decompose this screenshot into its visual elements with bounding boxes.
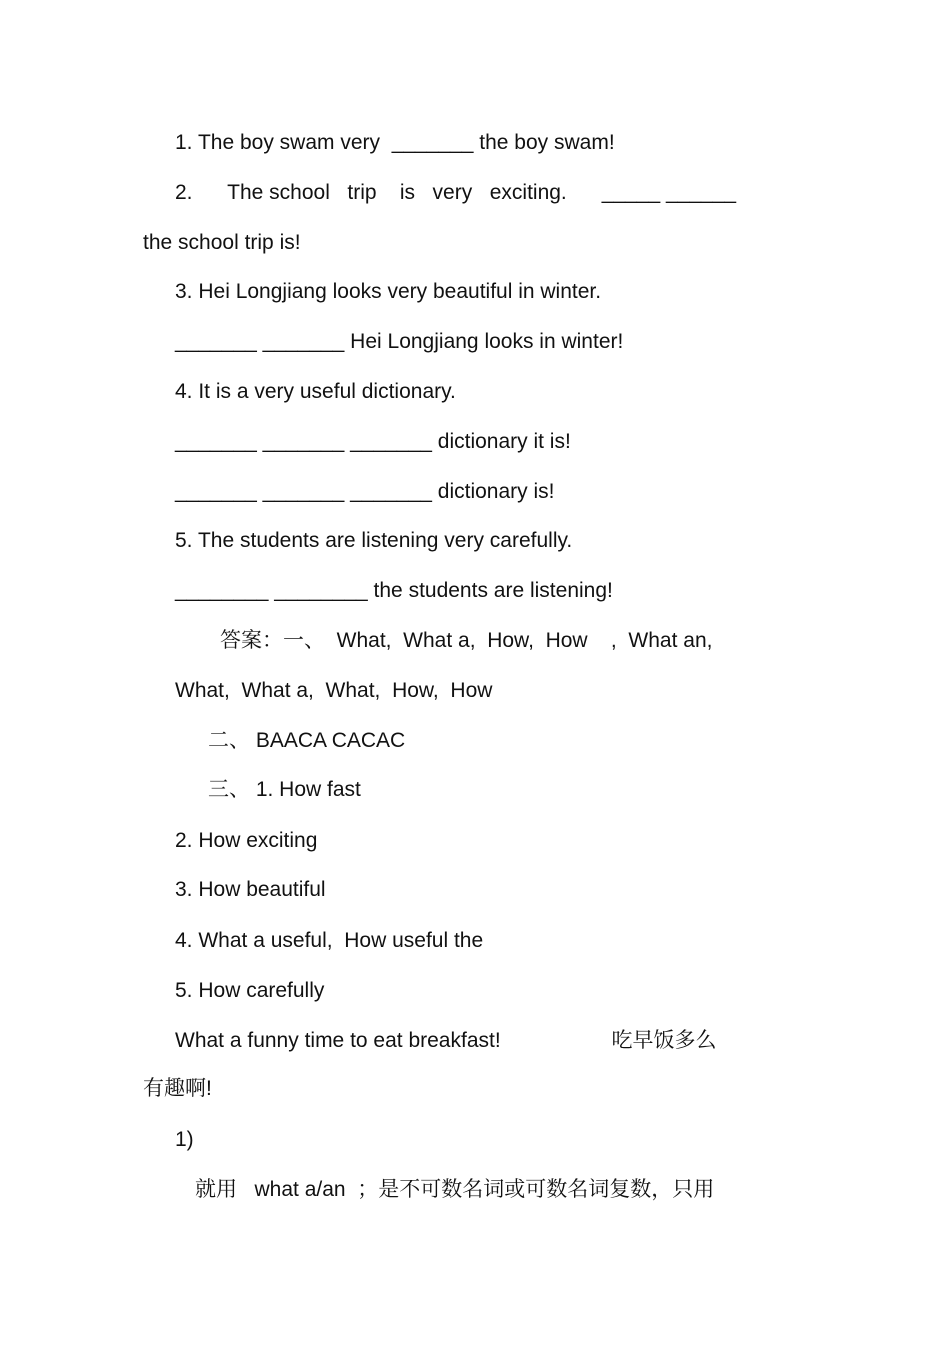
answer-3-4: 4. What a useful, How useful the: [175, 929, 484, 952]
example-sentence-cont: 有趣啊!: [143, 1077, 212, 1100]
question-1: 1. The boy swam very _______ the boy swam!: [175, 131, 615, 154]
rule-number: 1): [175, 1128, 194, 1151]
question-4: 4. It is a very useful dictionary.: [175, 380, 456, 403]
question-5: 5. The students are listening very carefully.: [175, 529, 573, 552]
example-sentence: What a funny time to eat breakfast! 吃早饭多么: [175, 1029, 717, 1052]
question-3: 3. Hei Longjiang looks very beautiful in winter.: [175, 280, 602, 303]
answer-3-3: 3. How beautiful: [175, 878, 326, 901]
answer-part-2: 二、 BAACA CACAC: [208, 729, 406, 752]
answer-part-1: 答案：一、 What, What a, How, How , What an,: [220, 629, 713, 652]
question-2: 2. The school trip is very exciting. _____ ______: [175, 181, 737, 204]
answer-part-3: 三、 1. How fast: [208, 778, 361, 801]
question-4-blank-a: _______ _______ _______ dictionary it is!: [175, 430, 571, 453]
question-2-cont: the school trip is!: [143, 231, 301, 254]
rule-text: 就用 what a/an ；是不可数名词或可数名词复数，只用: [195, 1178, 715, 1201]
question-3-blank: _______ _______ Hei Longjiang looks in winter!: [175, 330, 624, 353]
answer-3-2: 2. How exciting: [175, 829, 318, 852]
answer-part-1-cont: What, What a, What, How, How: [175, 679, 493, 702]
answer-3-5: 5. How carefully: [175, 979, 325, 1002]
question-5-blank: ________ ________ the students are listening!: [175, 579, 613, 602]
question-4-blank-b: _______ _______ _______ dictionary is!: [175, 480, 555, 503]
